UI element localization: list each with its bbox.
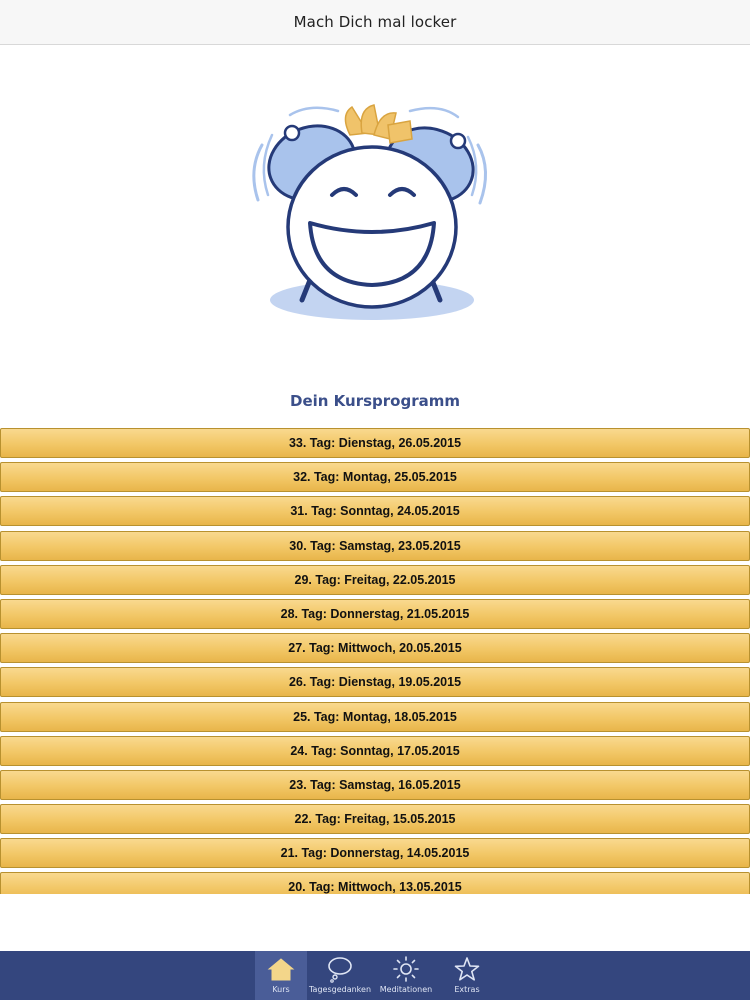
sun-icon [391,955,421,983]
tab-tagesgedanken[interactable] [307,951,373,1000]
course-day-button[interactable]: 22. Tag: Freitag, 15.05.2015 [0,804,750,834]
tab-kurs[interactable] [255,951,307,1000]
tab-label: Extras [454,985,480,994]
tab-label: Tagesgedanken [308,985,372,994]
course-day-button[interactable]: 29. Tag: Freitag, 22.05.2015 [0,565,750,595]
tab-bar [0,951,750,1000]
course-day-button[interactable]: 25. Tag: Montag, 18.05.2015 [0,702,750,732]
course-day-button[interactable]: 28. Tag: Donnerstag, 21.05.2015 [0,599,750,629]
course-day-button[interactable]: 21. Tag: Donnerstag, 14.05.2015 [0,838,750,868]
laughing-alarm-clock-illustration [240,95,510,330]
course-day-button[interactable]: 31. Tag: Sonntag, 24.05.2015 [0,496,750,526]
tab-label: Kurs [272,985,290,994]
section-title: Dein Kursprogramm [290,392,460,410]
course-day-button[interactable]: 27. Tag: Mittwoch, 20.05.2015 [0,633,750,663]
course-day-button[interactable]: 30. Tag: Samstag, 23.05.2015 [0,531,750,561]
tab-label: Meditationen [379,985,433,994]
course-day-button[interactable]: 33. Tag: Dienstag, 26.05.2015 [0,428,750,458]
course-day-button[interactable]: 26. Tag: Dienstag, 19.05.2015 [0,667,750,697]
course-day-button[interactable]: 23. Tag: Samstag, 16.05.2015 [0,770,750,800]
star-icon [452,955,482,983]
thought-bubble-icon [325,955,355,983]
home-icon [266,955,296,983]
page-title: Mach Dich mal locker [293,13,457,31]
course-day-button[interactable]: 32. Tag: Montag, 25.05.2015 [0,462,750,492]
course-day-button[interactable]: 20. Tag: Mittwoch, 13.05.2015 [0,872,750,894]
course-list[interactable] [0,428,750,894]
navigation-bar [0,0,750,45]
course-day-button[interactable]: 24. Tag: Sonntag, 17.05.2015 [0,736,750,766]
tab-meditationen[interactable] [373,951,439,1000]
hero-illustration [240,95,510,330]
tab-extras[interactable] [439,951,495,1000]
